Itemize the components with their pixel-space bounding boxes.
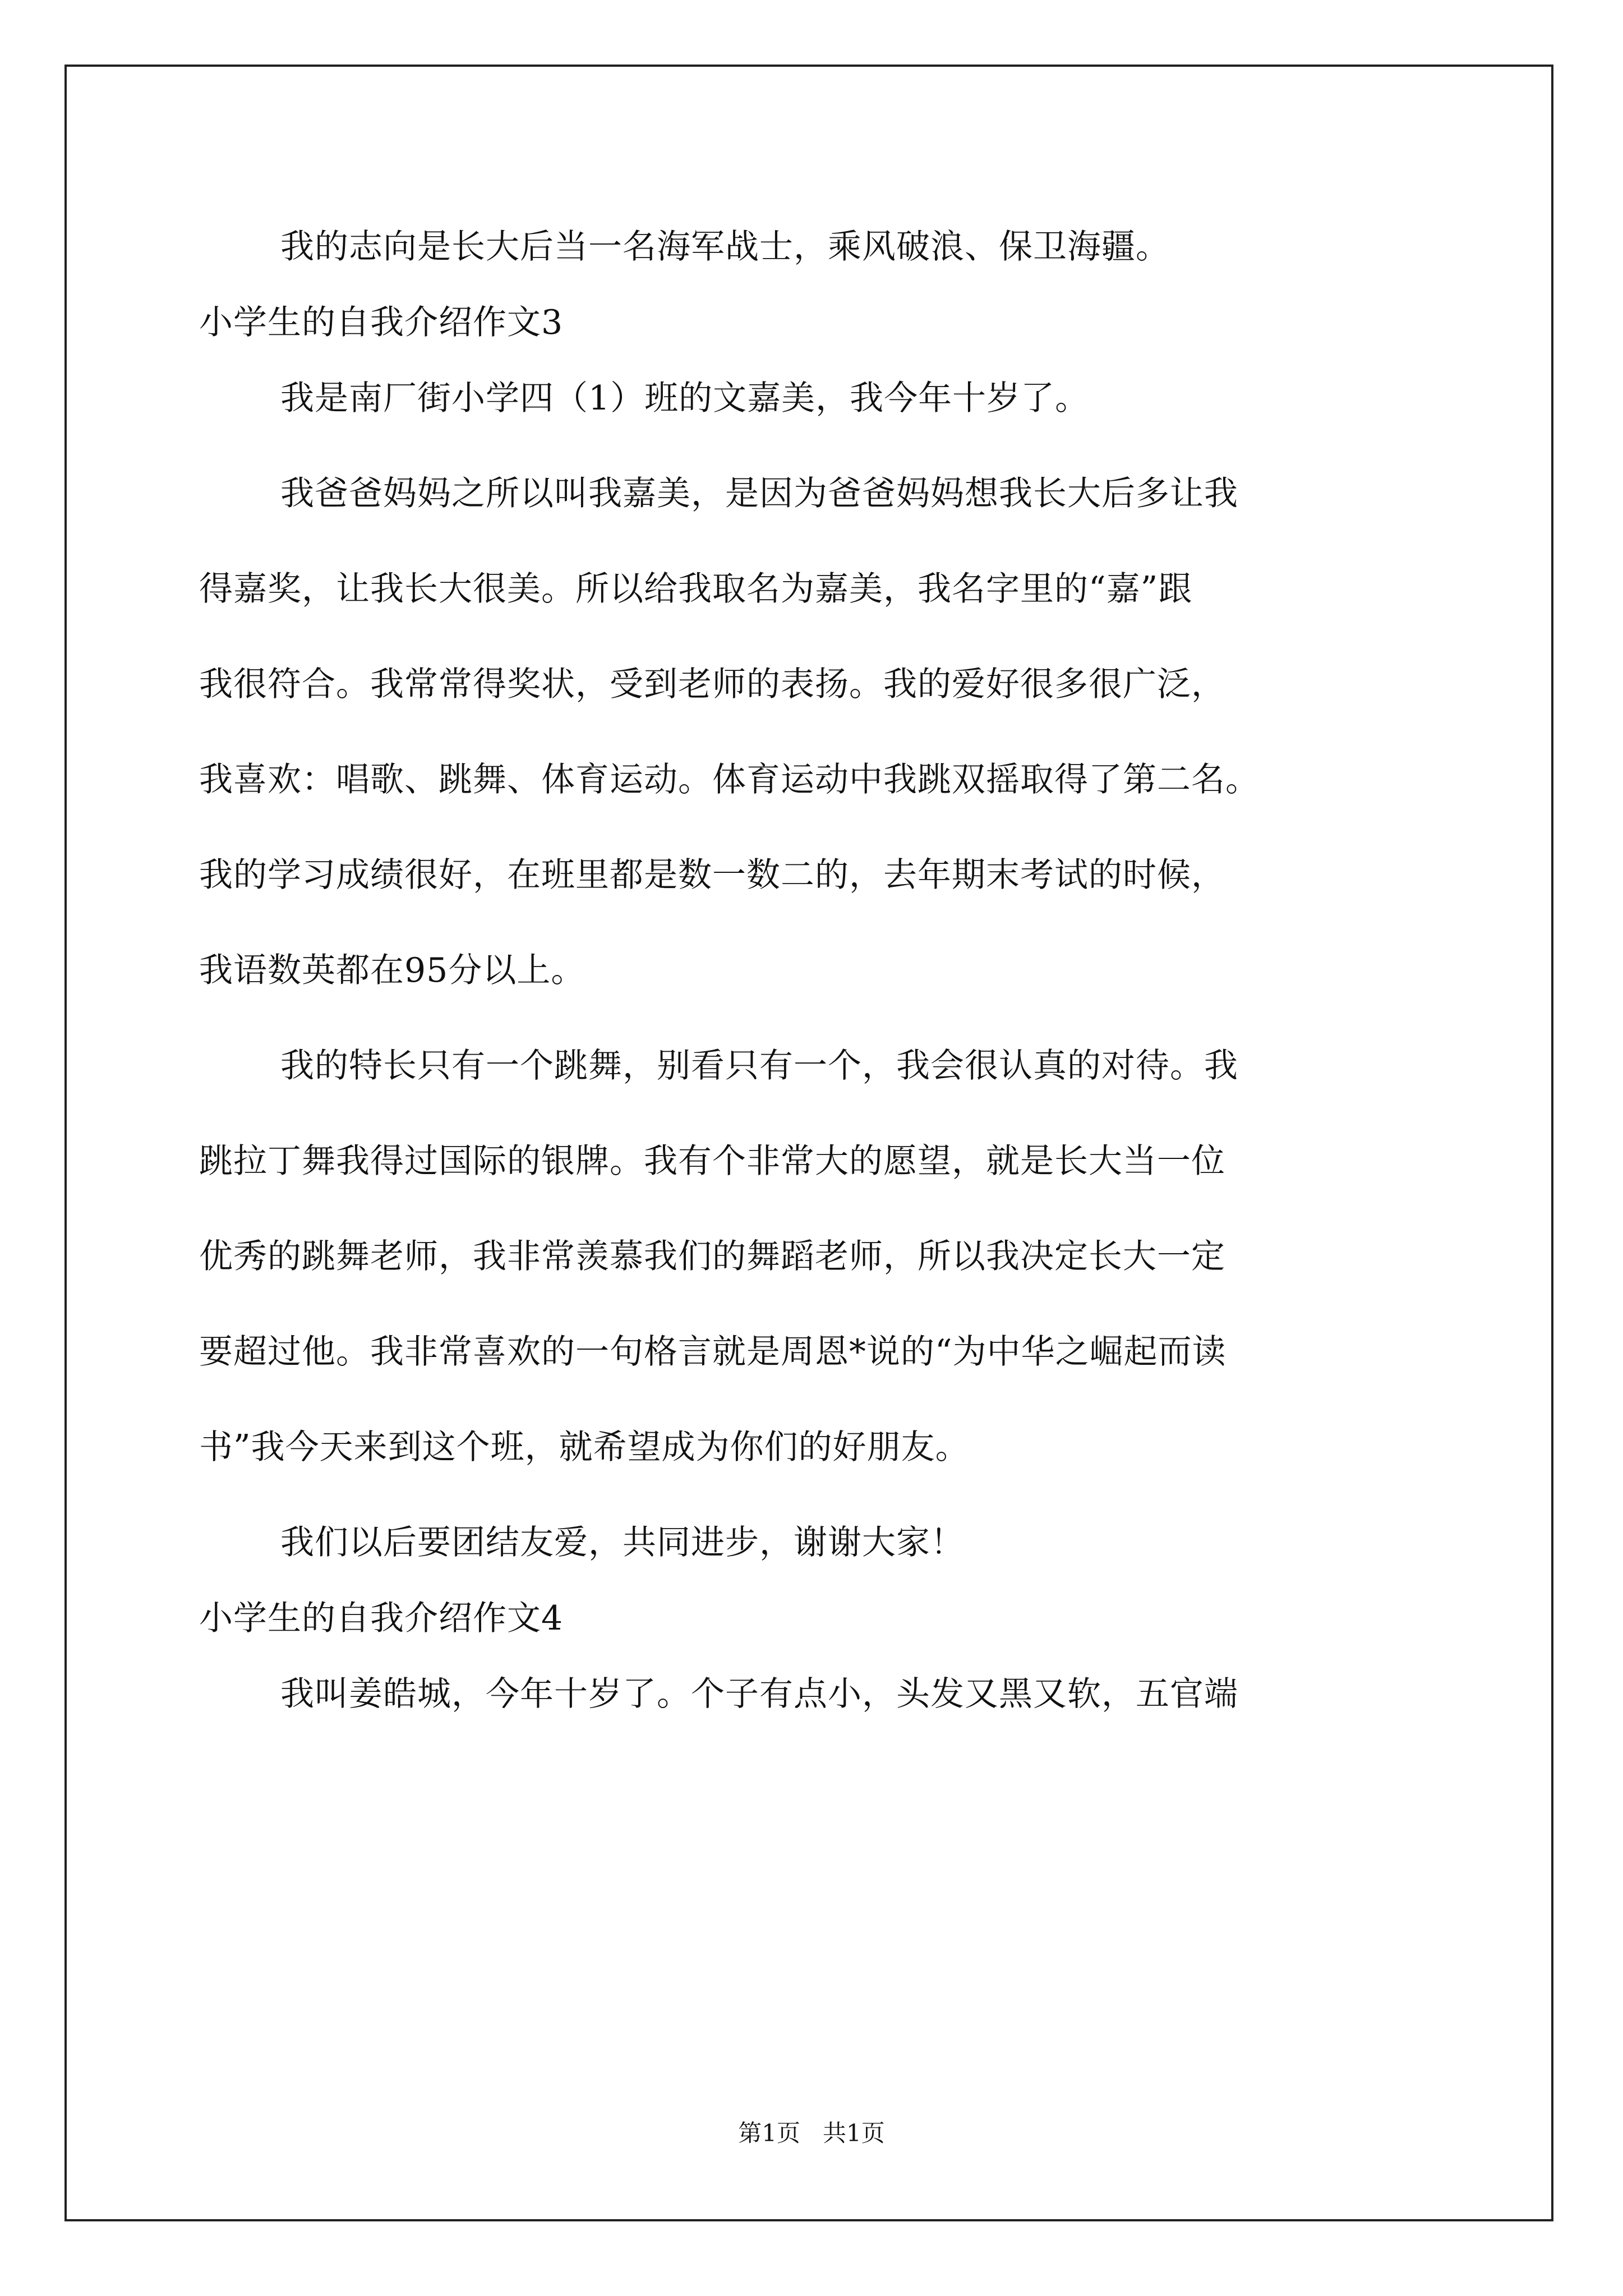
page-number-footer: 第1页 共1页: [738, 2119, 885, 2147]
paragraph-line: 我的特长只有一个跳舞，别看只有一个，我会很认真的对待。我: [280, 1046, 1238, 1085]
paragraph-line: 我们以后要团结友爱，共同进步，谢谢大家！: [280, 1523, 965, 1562]
paragraph-line: 我语数英都在95分以上。: [199, 951, 585, 990]
paragraph-line: 我是南厂街小学四（1）班的文嘉美，我今年十岁了。: [280, 379, 1090, 418]
paragraph-line: 优秀的跳舞老师，我非常羡慕我们的舞蹈老师，所以我决定长大一定: [199, 1237, 1225, 1276]
paragraph-line: 跳拉丁舞我得过国际的银牌。我有个非常大的愿望，就是长大当一位: [199, 1142, 1225, 1181]
paragraph-line: 我喜欢：唱歌、跳舞、体育运动。体育运动中我跳双摇取得了第二名。: [199, 760, 1260, 799]
paragraph-line: 我爸爸妈妈之所以叫我嘉美，是因为爸爸妈妈想我长大后多让我: [280, 474, 1238, 513]
section-heading: 小学生的自我介绍作文3: [199, 303, 564, 342]
paragraph-line: 得嘉奖，让我长大很美。所以给我取名为嘉美，我名字里的“嘉”跟: [199, 569, 1193, 609]
paragraph-line: 我的志向是长大后当一名海军战士，乘风破浪、保卫海疆。: [280, 227, 1170, 266]
paragraph-line: 书”我今天来到这个班，就希望成为你们的好朋友。: [199, 1428, 970, 1467]
paragraph-line: 我叫姜皓城，今年十岁了。个子有点小，头发又黑又软，五官端: [280, 1674, 1238, 1714]
paragraph-line: 我很符合。我常常得奖状，受到老师的表扬。我的爱好很多很广泛，: [199, 665, 1225, 704]
paragraph-line: 我的学习成绩很好，在班里都是数一数二的，去年期末考试的时候，: [199, 855, 1225, 895]
paragraph-line: 要超过他。我非常喜欢的一句格言就是周恩*说的“为中华之崛起而读: [199, 1332, 1227, 1372]
section-heading: 小学生的自我介绍作文4: [199, 1599, 564, 1638]
